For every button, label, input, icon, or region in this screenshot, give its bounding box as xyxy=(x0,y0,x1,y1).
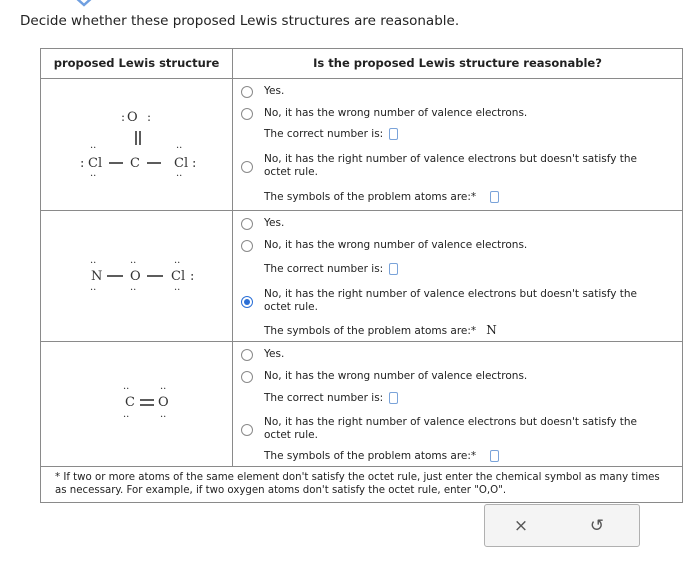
answer-cell-1 xyxy=(233,79,682,210)
symbols-input-3[interactable] xyxy=(490,450,499,462)
atom-cl-left: Cl xyxy=(88,156,103,171)
question-row-2 xyxy=(41,211,682,342)
svg-text:··: ·· xyxy=(123,384,130,395)
radio-octet-1[interactable] xyxy=(241,161,253,173)
svg-text:··: ·· xyxy=(130,285,137,296)
radio-yes-2[interactable] xyxy=(241,218,253,230)
svg-text:··: ·· xyxy=(176,171,183,182)
atom-o: O xyxy=(127,110,138,125)
svg-text:··: ·· xyxy=(90,258,97,269)
atom-cl-right: Cl xyxy=(174,156,189,171)
radio-yes-1[interactable] xyxy=(241,86,253,98)
lewis-structure-co xyxy=(41,342,232,466)
answer-cell-3 xyxy=(233,342,682,466)
correct-number-input-2[interactable] xyxy=(389,263,398,275)
symbols-input-2[interactable]: N xyxy=(486,323,497,337)
radio-wrong-count-3[interactable] xyxy=(241,371,253,383)
option-label: Yes. xyxy=(264,85,285,97)
svg-text::: : xyxy=(192,156,197,171)
clear-button[interactable] xyxy=(497,513,545,539)
undo-icon: ↺ xyxy=(589,516,605,536)
correct-number-label: The correct number is: xyxy=(264,263,384,275)
octet-footnote: * If two or more atoms of the same element don't satisfy the octet rule, just enter the chemical symbol as many times as necessary. For example, if two oxygen atoms don't satisfy the octet rule, enter "O,O". xyxy=(41,466,682,503)
correct-number-label: The correct number is: xyxy=(264,128,384,140)
structure-cell-3 xyxy=(41,342,233,466)
radio-yes-3[interactable] xyxy=(241,349,253,361)
svg-text:··: ·· xyxy=(160,412,167,423)
svg-text:··: ·· xyxy=(160,384,167,395)
option-label: No, it has the wrong number of valence electrons. xyxy=(264,107,528,119)
symbols-label: The symbols of the problem atoms are:* xyxy=(264,325,477,337)
option-label: No, it has the right number of valence electrons but doesn't satisfy the octet rule. xyxy=(264,416,638,441)
svg-text:··: ·· xyxy=(174,285,181,296)
atom-n: N xyxy=(91,269,103,284)
atom-c: C xyxy=(130,156,140,171)
structure-cell-1 xyxy=(41,79,233,210)
svg-text::: : xyxy=(121,110,126,124)
atom-cl: Cl xyxy=(171,269,186,284)
col-header-structure: proposed Lewis structure xyxy=(41,49,233,78)
radio-wrong-count-2[interactable] xyxy=(241,240,253,252)
correct-number-label: The correct number is: xyxy=(264,392,384,404)
svg-text::: : xyxy=(147,110,152,124)
symbols-label: The symbols of the problem atoms are:* xyxy=(264,450,477,462)
question-row-1 xyxy=(41,79,682,211)
option-label: No, it has the wrong number of valence electrons. xyxy=(264,370,528,382)
svg-text:··: ·· xyxy=(123,412,130,423)
lewis-question-table xyxy=(40,48,683,503)
question-row-3 xyxy=(41,342,682,466)
option-label: No, it has the right number of valence electrons but doesn't satisfy the octet rule. xyxy=(264,288,638,313)
svg-text:··: ·· xyxy=(174,258,181,269)
option-label: No, it has the right number of valence electrons but doesn't satisfy the octet rule. xyxy=(264,153,638,178)
answer-cell-2 xyxy=(233,211,682,341)
radio-octet-2-selected[interactable] xyxy=(241,296,253,308)
symbols-label: The symbols of the problem atoms are:* xyxy=(264,191,477,203)
atom-c: C xyxy=(125,395,135,410)
option-label: Yes. xyxy=(264,348,285,360)
col-header-question: Is the proposed Lewis structure reasonable? xyxy=(313,56,602,70)
svg-text::: : xyxy=(190,269,195,284)
svg-text::: : xyxy=(80,156,85,171)
svg-text:··: ·· xyxy=(176,143,183,154)
table-header xyxy=(41,49,682,79)
symbols-input-1[interactable] xyxy=(490,191,499,203)
atom-o: O xyxy=(158,395,169,410)
svg-text:··: ·· xyxy=(90,285,97,296)
structure-cell-2 xyxy=(41,211,233,341)
radio-wrong-count-1[interactable] xyxy=(241,108,253,120)
svg-text:··: ·· xyxy=(90,143,97,154)
instructions-text: Decide whether these proposed Lewis structures are reasonable. xyxy=(20,13,460,29)
reset-button[interactable] xyxy=(573,513,621,539)
lewis-structure-cocl2 xyxy=(41,79,232,210)
lewis-structure-nocl xyxy=(41,211,232,341)
close-icon: × xyxy=(513,516,529,536)
option-label: No, it has the wrong number of valence electrons. xyxy=(264,239,528,251)
atom-o: O xyxy=(130,269,141,284)
svg-text:··: ·· xyxy=(90,171,97,182)
chevron-down-icon[interactable] xyxy=(70,0,98,8)
correct-number-input-1[interactable] xyxy=(389,128,398,140)
radio-octet-3[interactable] xyxy=(241,424,253,436)
action-bar xyxy=(484,504,640,547)
option-label: Yes. xyxy=(264,217,285,229)
svg-text:··: ·· xyxy=(130,258,137,269)
correct-number-input-3[interactable] xyxy=(389,392,398,404)
